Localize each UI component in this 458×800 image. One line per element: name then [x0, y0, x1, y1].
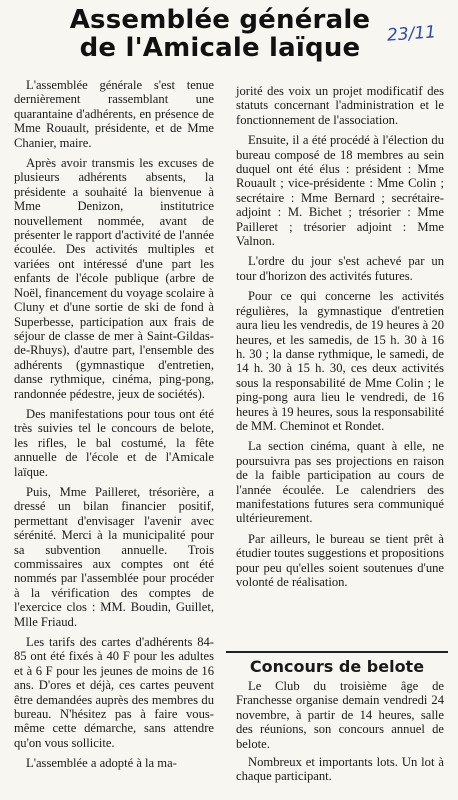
- paragraph: La section cinéma, quant à elle, ne poursuivra pas ses projections en raison de la faible participation au cours de l'année écoulée. Le calendriers des manifestations futures sera communiqué ultérieurement.: [236, 439, 444, 526]
- paragraph: Pour ce qui concerne les activités régulières, la gymnastique d'entretien aura lieu les vendredis, de 19 heures à 20 heures, et les samedis, de 15 h. 30 à 16 h. 30 ; la danse rythmique, le samedi, de 14 h. 30 à 15 h. 30, ces deux activités sous la responsabilité de Mme Colin ; le ping-pong aura lieu le vendredi, de 16 heures à 19 heures, sous la responsabilité de MM. Cheminot et Rondet.: [236, 289, 444, 433]
- headline-line-2: de l'Amicale laïque: [79, 33, 361, 63]
- paragraph: Après avoir transmis les excuses de plusieurs adhérents absents, la présidente a souhaité la bienvenue à Mme Denizon, institutrice nouvellement nommée, avant de présenter le rapport d'activité de l'année écoulée. Des activités multiples et variées ont intéressé d'une part les enfants de l'école publique (arbre de Noël, financement du voyage scolaire à Cluny et d'une sortie de ski de fond à Superbesse, participation aux frais de séjour de classe de mer à Saint-Gildas-de-Rhuys), d'autre part, l'ensemble des adhérents (gymnastique d'entretien, danse rythmique, cinéma, ping-pong, randonnée pédestre, jeux de sociétés).: [14, 156, 214, 401]
- belote-box: [236, 679, 444, 788]
- paragraph: Ensuite, il a été procédé à l'élection du bureau composé de 18 membres au sein duquel ont été élus : président : Mme Rouault ; vice-présidente : Mme Colin ; secrétaire : Mme Bernard ; secrétaire-adjoint : M. Bichet ; trésorier : Mme Pailleret ; trésorier adjoint : Mme Valnon.: [236, 133, 444, 249]
- right-column: [236, 84, 444, 595]
- headline-line-1: Assemblée générale: [69, 5, 371, 35]
- paragraph: L'ordre du jour s'est achevé par un tour d'horizon des activités futures.: [236, 254, 444, 283]
- paragraph: Puis, Mme Pailleret, trésorière, a dressé un bilan financier positif, permettant d'envisager l'avenir avec sérénité. Merci à la municipalité pour sa subvention annuelle. Trois commissaires aux comptes ont été nommés par l'assemblée pour procéder à la vérification des comptes de l'exercice clos : MM. Boudin, Guillet, Mlle Friaud.: [14, 484, 214, 629]
- headline: [40, 6, 400, 62]
- paragraph: Les tarifs des cartes d'adhérents 84-85 ont été fixés à 40 F pour les adultes et à 6 F pour les jeunes de moins de 16 ans. D'ores et déjà, ces cartes peuvent être demandées auprès des membres du bureau. N'hésitez pas à faire vous-même cette démarche, sans attendre qu'on vous sollicite.: [14, 635, 214, 750]
- paragraph: Par ailleurs, le bureau se tient prêt à étudier toutes suggestions et propositions pour peu qu'elles soient soutenues d'une volonté de réalisation.: [236, 531, 444, 589]
- left-column: [14, 78, 214, 777]
- paragraph-continuation: jorité des voix un projet modificatif des statuts concernant l'administration et le fonctionnement de l'association.: [236, 84, 444, 127]
- box-title: Concours de belote: [226, 651, 448, 676]
- handwritten-date-note: 23/11: [386, 22, 437, 46]
- paragraph: Des manifestations pour tous ont été très suivies tel le concours de belote, les rifles, le bal costumé, la fête annuelle de l'école et de l'Amicale laïque.: [14, 406, 214, 479]
- paragraph: L'assemblée a adopté à la ma-: [26, 756, 177, 771]
- box-paragraph: Le Club du troisième âge de Franchesse organise demain vendredi 24 novembre, à partir de 14 heures, salle des réunions, son concours annuel de belote.: [236, 679, 444, 751]
- paragraph: L'assemblée générale s'est tenue dernièrement rassemblant une quarantaine d'adhérents, en présence de Mme Rouault, présidente, et de Mme Chanier, maire.: [14, 78, 214, 150]
- box-paragraph: Nombreux et importants lots. Un lot à chaque participant.: [236, 755, 444, 784]
